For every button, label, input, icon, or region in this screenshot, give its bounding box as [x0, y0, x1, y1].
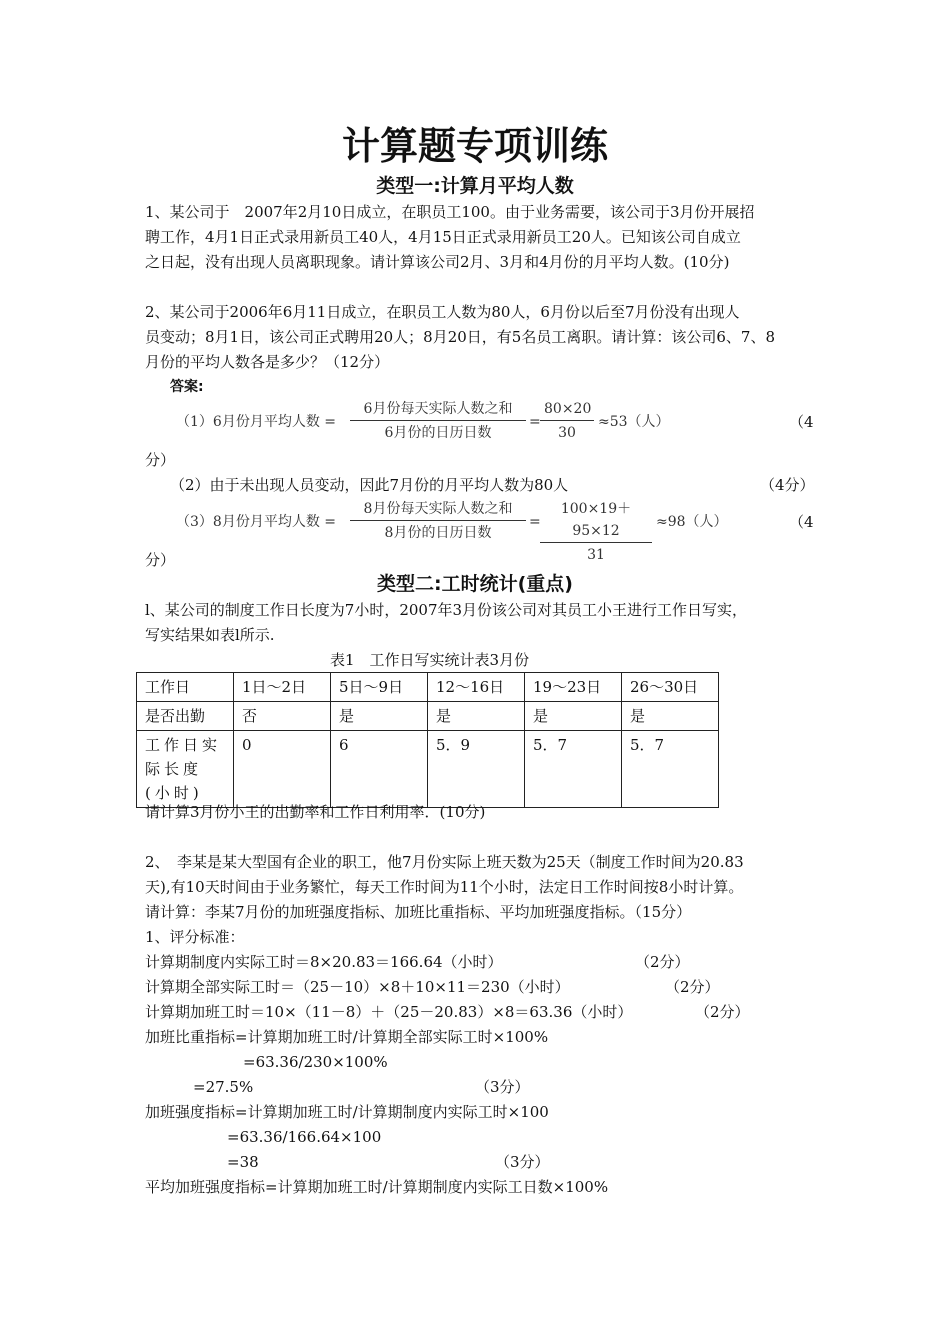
- ans1-score-close: 分）: [145, 451, 176, 469]
- ans1-fraction-1: [350, 398, 526, 445]
- answer-label: 答案:: [170, 379, 204, 395]
- q1-line-1: 1、某公司于 2007年2月10日成立，在职员工100。由于业务需要，该公司于3月份开展招: [145, 203, 755, 221]
- calc-line: =38: [227, 1153, 259, 1171]
- q2-line-3: 月份的平均人数各是多少？（12分）: [145, 353, 390, 371]
- ans1-frac2-denominator: 30: [558, 425, 576, 441]
- table-cell: 是: [525, 702, 622, 731]
- table-cell: 否: [234, 702, 331, 731]
- calc-line: =63.36/230×100%: [243, 1053, 388, 1071]
- table-row: [137, 731, 719, 808]
- table-caption: 表1 工作日写实统计表3月份: [330, 651, 530, 669]
- s2-q2-line-2: 天),有10天时间由于业务繁忙，每天工作时间为11个小时，法定日工作时间按8小时计算。: [145, 878, 744, 896]
- calc-line: 平均加班强度指标=计算期加班工时/计算期制度内实际工日数×100%: [145, 1178, 609, 1196]
- calc-score: （2分）: [665, 978, 720, 996]
- ans3-frac1-denominator: 8月份的日历日数: [384, 525, 492, 541]
- ans2-text: （2）由于未出现人员变动，因此7月份的月平均人数为80人: [170, 476, 569, 494]
- ans1-prefix: （1）6月份月平均人数 =: [176, 414, 336, 430]
- table-cell: 5．9: [428, 731, 525, 808]
- s2-q1-line-2: 写实结果如表l所示.: [145, 626, 275, 644]
- ans3-fraction-2: [540, 498, 652, 567]
- ans1-fraction-2: [540, 398, 594, 445]
- ans1-score-open: （4: [789, 413, 814, 431]
- ans3-fraction-1: [350, 498, 526, 545]
- table-cell: 是: [622, 702, 719, 731]
- table-cell: 12～16日: [428, 673, 525, 702]
- calc-line: =63.36/166.64×100: [227, 1128, 382, 1146]
- ans1-frac1-numerator: 6月份每天实际人数之和: [350, 398, 526, 421]
- calc-line: 计算期全部实际工时＝（25－10）×8＋10×11＝230（小时）: [145, 978, 570, 996]
- q2-line-2: 员变动；8月1日，该公司正式聘用20人；8月20日，有5名员工离职。请计算：该公司6、7、8: [145, 328, 775, 346]
- ans3-score-open: （4: [789, 513, 814, 531]
- s2-q1-ask: 请计算3月份小王的出勤率和工作日利用率．(10分): [145, 803, 486, 821]
- table-cell: 1日～2日: [234, 673, 331, 702]
- table-cell: 工作日实际长度(小时): [137, 731, 234, 808]
- table-row: [137, 673, 719, 702]
- ans1-equals: =: [529, 414, 541, 430]
- section2-heading: 类型二:工时统计(重点): [377, 573, 573, 595]
- ans3-equals: =: [529, 514, 541, 530]
- ans3-score-close: 分）: [145, 551, 176, 569]
- table-cell: 是否出勤: [137, 702, 234, 731]
- calc-score: （2分）: [695, 1003, 750, 1021]
- ans3-frac2-denominator: 31: [587, 547, 605, 563]
- table-cell: 5．7: [525, 731, 622, 808]
- section1-heading: 类型一:计算月平均人数: [376, 175, 574, 197]
- calc-score: （2分）: [635, 953, 690, 971]
- table-cell: 是: [428, 702, 525, 731]
- table-cell: 是: [331, 702, 428, 731]
- q1-line-3: 之日起，没有出现人员离职现象。请计算该公司2月、3月和4月份的月平均人数。(10分): [145, 253, 730, 271]
- s2-q1-line-1: l、某公司的制度工作日长度为7小时，2007年3月份该公司对其员工小王进行工作日写实，: [145, 601, 748, 619]
- calc-score: （3分）: [475, 1078, 530, 1096]
- table-cell: 5日～9日: [331, 673, 428, 702]
- q1-line-2: 聘工作，4月1日正式录用新员工40人，4月15日正式录用新员工20人。已知该公司自成立: [145, 228, 741, 246]
- worktime-table: [136, 672, 719, 808]
- ans1-frac2-numerator: 80×20: [540, 398, 594, 421]
- calc-line: 加班强度指标=计算期加班工时/计算期制度内实际工时×100: [145, 1103, 549, 1121]
- page-title: 计算题专项训练: [341, 124, 608, 168]
- ans1-result: ≈53（人）: [598, 414, 670, 430]
- table-cell: 5．7: [622, 731, 719, 808]
- table-cell: 0: [234, 731, 331, 808]
- ans3-result: ≈98（人）: [656, 514, 728, 530]
- table-row: [137, 702, 719, 731]
- grading-label: 1、评分标准：: [145, 928, 245, 946]
- table-cell: 6: [331, 731, 428, 808]
- table-cell: 19～23日: [525, 673, 622, 702]
- ans3-frac1-numerator: 8月份每天实际人数之和: [350, 498, 526, 521]
- s2-q2-line-3: 请计算：李某7月份的加班强度指标、加班比重指标、平均加班强度指标。（15分）: [145, 903, 692, 921]
- s2-q2-line-1: 2、 李某是某大型国有企业的职工，他7月份实际上班天数为25天（制度工作时间为20.83: [145, 853, 744, 871]
- q2-line-1: 2、某公司于2006年6月11日成立，在职员工人数为80人，6月份以后至7月份没有出现人: [145, 303, 740, 321]
- ans1-frac1-denominator: 6月份的日历日数: [384, 425, 492, 441]
- ans3-frac2-numerator: 100×19＋95×12: [540, 498, 652, 543]
- table-cell: 工作日: [137, 673, 234, 702]
- calc-line: 加班比重指标=计算期加班工时/计算期全部实际工时×100%: [145, 1028, 549, 1046]
- table-cell: 26～30日: [622, 673, 719, 702]
- calc-line: 计算期加班工时＝10×（11－8）＋（25－20.83）×8＝63.36（小时）: [145, 1003, 633, 1021]
- calc-score: （3分）: [495, 1153, 550, 1171]
- ans3-prefix: （3）8月份月平均人数 =: [176, 514, 336, 530]
- calc-line: =27.5%: [193, 1078, 254, 1096]
- ans2-score: （4分）: [760, 476, 815, 494]
- calc-line: 计算期制度内实际工时＝8×20.83＝166.64（小时）: [145, 953, 503, 971]
